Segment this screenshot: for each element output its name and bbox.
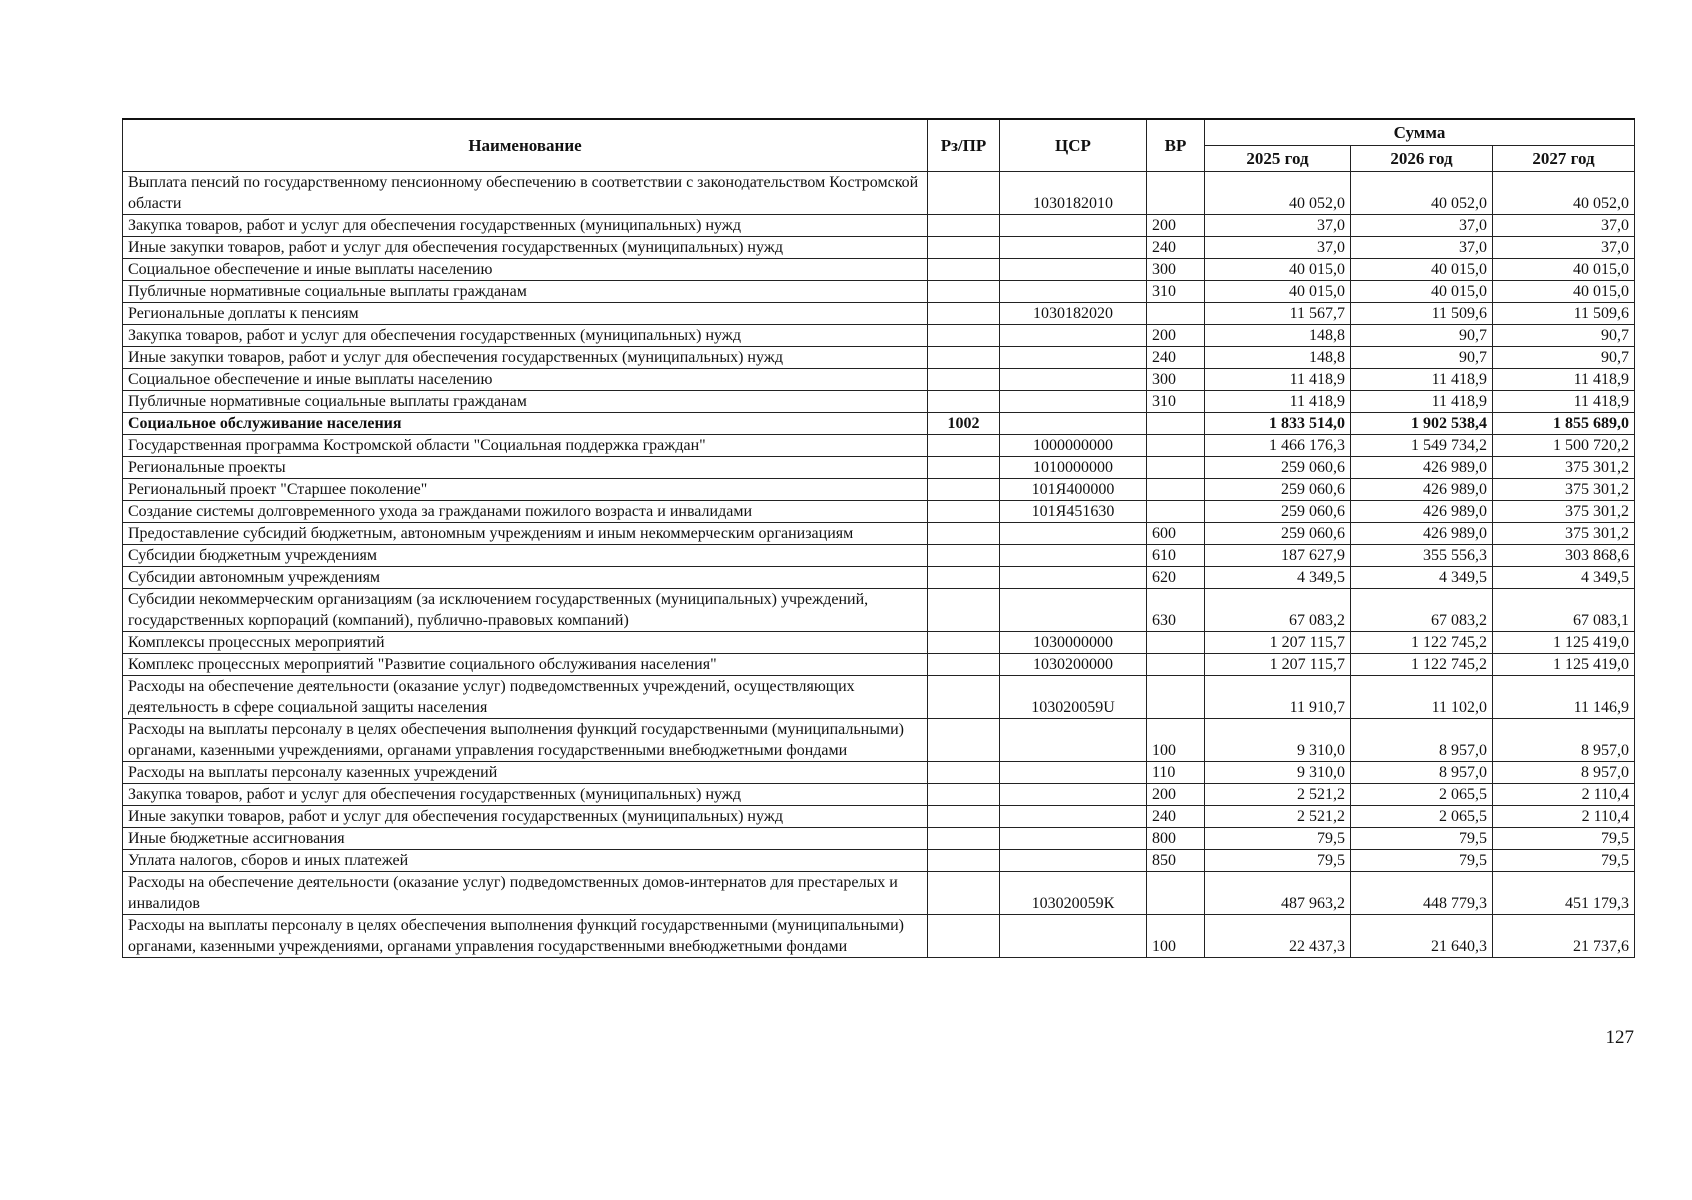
cell-csr: [1000, 325, 1147, 347]
cell-rz: [928, 676, 1000, 719]
table-row: [123, 828, 1635, 850]
table-row: [123, 915, 1635, 958]
cell-rz: [928, 762, 1000, 784]
cell-2027: 1 855 689,0: [1493, 413, 1635, 435]
header-vr: ВР: [1147, 119, 1205, 172]
header-year-2027: 2027 год: [1493, 146, 1635, 172]
cell-rz: [928, 915, 1000, 958]
cell-2026: 21 640,3: [1351, 915, 1493, 958]
cell-name: Региональные проекты: [123, 457, 928, 479]
cell-2025: 187 627,9: [1205, 545, 1351, 567]
cell-rz: [928, 589, 1000, 632]
cell-vr: [1147, 632, 1205, 654]
cell-2026: 1 902 538,4: [1351, 413, 1493, 435]
cell-rz: [928, 632, 1000, 654]
cell-2026: 2 065,5: [1351, 784, 1493, 806]
cell-rz: [928, 828, 1000, 850]
cell-name: Социальное обслуживание населения: [123, 413, 928, 435]
table-row: [123, 172, 1635, 215]
cell-name: Региональный проект "Старшее поколение": [123, 479, 928, 501]
cell-csr: [1000, 369, 1147, 391]
cell-2025: 259 060,6: [1205, 457, 1351, 479]
cell-csr: [1000, 589, 1147, 632]
cell-2026: 1 122 745,2: [1351, 632, 1493, 654]
cell-vr: 300: [1147, 259, 1205, 281]
cell-2026: 67 083,2: [1351, 589, 1493, 632]
cell-2025: 11 567,7: [1205, 303, 1351, 325]
cell-csr: [1000, 806, 1147, 828]
cell-rz: [928, 501, 1000, 523]
cell-2025: 11 418,9: [1205, 369, 1351, 391]
cell-2027: 11 146,9: [1493, 676, 1635, 719]
cell-csr: 101Я451630: [1000, 501, 1147, 523]
cell-2025: 1 466 176,3: [1205, 435, 1351, 457]
cell-rz: 1002: [928, 413, 1000, 435]
header-year-2025: 2025 год: [1205, 146, 1351, 172]
cell-name: Комплексы процессных мероприятий: [123, 632, 928, 654]
cell-2027: 1 500 720,2: [1493, 435, 1635, 457]
budget-table: [122, 118, 1635, 958]
cell-vr: 310: [1147, 391, 1205, 413]
cell-2025: 2 521,2: [1205, 806, 1351, 828]
cell-2027: 11 418,9: [1493, 369, 1635, 391]
cell-2025: 259 060,6: [1205, 479, 1351, 501]
cell-csr: [1000, 523, 1147, 545]
table-header: [123, 119, 1635, 172]
cell-2025: 11 418,9: [1205, 391, 1351, 413]
cell-2025: 148,8: [1205, 347, 1351, 369]
table-row: [123, 654, 1635, 676]
cell-vr: [1147, 413, 1205, 435]
cell-rz: [928, 215, 1000, 237]
cell-name: Иные закупки товаров, работ и услуг для обеспечения государственных (муниципальных) нужд: [123, 237, 928, 259]
cell-csr: [1000, 719, 1147, 762]
cell-2027: 375 301,2: [1493, 523, 1635, 545]
cell-2027: 8 957,0: [1493, 762, 1635, 784]
cell-name: Социальное обеспечение и иные выплаты населению: [123, 369, 928, 391]
cell-2026: 40 015,0: [1351, 281, 1493, 303]
table-row: [123, 567, 1635, 589]
cell-vr: 240: [1147, 347, 1205, 369]
table-row: [123, 215, 1635, 237]
cell-name: Расходы на обеспечение деятельности (оказание услуг) подведомственных домов-интернатов для престарелых и инвалидов: [123, 872, 928, 915]
page-number: 127: [1605, 1027, 1634, 1048]
cell-2025: 1 833 514,0: [1205, 413, 1351, 435]
cell-csr: 1030200000: [1000, 654, 1147, 676]
cell-2026: 8 957,0: [1351, 719, 1493, 762]
cell-2027: 11 418,9: [1493, 391, 1635, 413]
cell-rz: [928, 435, 1000, 457]
cell-csr: [1000, 259, 1147, 281]
cell-2026: 8 957,0: [1351, 762, 1493, 784]
table-row: [123, 391, 1635, 413]
cell-name: Уплата налогов, сборов и иных платежей: [123, 850, 928, 872]
cell-vr: [1147, 676, 1205, 719]
cell-2027: 90,7: [1493, 325, 1635, 347]
cell-rz: [928, 347, 1000, 369]
cell-vr: 200: [1147, 215, 1205, 237]
cell-vr: 850: [1147, 850, 1205, 872]
cell-name: Создание системы долговременного ухода за гражданами пожилого возраста и инвалидами: [123, 501, 928, 523]
cell-csr: 1030182010: [1000, 172, 1147, 215]
cell-vr: 110: [1147, 762, 1205, 784]
cell-rz: [928, 259, 1000, 281]
cell-rz: [928, 325, 1000, 347]
cell-2025: 2 521,2: [1205, 784, 1351, 806]
cell-2027: 79,5: [1493, 850, 1635, 872]
cell-rz: [928, 654, 1000, 676]
cell-csr: [1000, 567, 1147, 589]
header-year-2026: 2026 год: [1351, 146, 1493, 172]
cell-name: Иные закупки товаров, работ и услуг для обеспечения государственных (муниципальных) нужд: [123, 347, 928, 369]
cell-2027: 37,0: [1493, 215, 1635, 237]
table-row: [123, 413, 1635, 435]
cell-name: Расходы на выплаты персоналу казенных учреждений: [123, 762, 928, 784]
cell-2027: 1 125 419,0: [1493, 654, 1635, 676]
cell-csr: [1000, 850, 1147, 872]
cell-2026: 79,5: [1351, 850, 1493, 872]
table-row: [123, 325, 1635, 347]
cell-2025: 148,8: [1205, 325, 1351, 347]
cell-name: Региональные доплаты к пенсиям: [123, 303, 928, 325]
cell-vr: 100: [1147, 915, 1205, 958]
cell-name: Иные бюджетные ассигнования: [123, 828, 928, 850]
cell-2026: 90,7: [1351, 347, 1493, 369]
table-row: [123, 501, 1635, 523]
cell-name: Субсидии некоммерческим организациям (за исключением государственных (муниципальных) учреждений, государственных корпораций (компаний), публично-правовых компаний): [123, 589, 928, 632]
cell-rz: [928, 391, 1000, 413]
cell-2025: 9 310,0: [1205, 762, 1351, 784]
cell-csr: 1010000000: [1000, 457, 1147, 479]
cell-2026: 40 015,0: [1351, 259, 1493, 281]
cell-2026: 11 418,9: [1351, 369, 1493, 391]
cell-name: Комплекс процессных мероприятий "Развитие социального обслуживания населения": [123, 654, 928, 676]
cell-vr: [1147, 457, 1205, 479]
cell-2025: 79,5: [1205, 828, 1351, 850]
cell-rz: [928, 369, 1000, 391]
cell-name: Расходы на выплаты персоналу в целях обеспечения выполнения функций государственными (муниципальными) органами, казенными учреждениями, органами управления государственными внебюджетными фондами: [123, 915, 928, 958]
cell-2026: 90,7: [1351, 325, 1493, 347]
cell-csr: [1000, 281, 1147, 303]
cell-2025: 487 963,2: [1205, 872, 1351, 915]
cell-2026: 79,5: [1351, 828, 1493, 850]
cell-2026: 37,0: [1351, 237, 1493, 259]
cell-vr: 300: [1147, 369, 1205, 391]
cell-2025: 9 310,0: [1205, 719, 1351, 762]
table-row: [123, 347, 1635, 369]
cell-2027: 375 301,2: [1493, 501, 1635, 523]
cell-2027: 8 957,0: [1493, 719, 1635, 762]
cell-rz: [928, 172, 1000, 215]
cell-name: Закупка товаров, работ и услуг для обеспечения государственных (муниципальных) нужд: [123, 325, 928, 347]
cell-2027: 40 052,0: [1493, 172, 1635, 215]
table-row: [123, 303, 1635, 325]
cell-2026: 426 989,0: [1351, 501, 1493, 523]
cell-2025: 79,5: [1205, 850, 1351, 872]
cell-2027: 375 301,2: [1493, 479, 1635, 501]
cell-vr: [1147, 654, 1205, 676]
cell-rz: [928, 545, 1000, 567]
table-row: [123, 435, 1635, 457]
table-row: [123, 523, 1635, 545]
cell-vr: [1147, 872, 1205, 915]
cell-2027: 90,7: [1493, 347, 1635, 369]
cell-csr: [1000, 391, 1147, 413]
table-row: [123, 784, 1635, 806]
cell-name: Социальное обеспечение и иные выплаты населению: [123, 259, 928, 281]
table-row: [123, 806, 1635, 828]
cell-rz: [928, 523, 1000, 545]
header-rz: Рз/ПР: [928, 119, 1000, 172]
cell-2025: 4 349,5: [1205, 567, 1351, 589]
cell-csr: 1000000000: [1000, 435, 1147, 457]
table-row: [123, 589, 1635, 632]
cell-2025: 22 437,3: [1205, 915, 1351, 958]
cell-csr: 101Я400000: [1000, 479, 1147, 501]
cell-vr: 800: [1147, 828, 1205, 850]
table-row: [123, 281, 1635, 303]
table-body: [123, 172, 1635, 958]
cell-2027: 11 509,6: [1493, 303, 1635, 325]
cell-2027: 2 110,4: [1493, 806, 1635, 828]
cell-rz: [928, 303, 1000, 325]
table-row: [123, 545, 1635, 567]
cell-csr: [1000, 347, 1147, 369]
cell-2025: 1 207 115,7: [1205, 654, 1351, 676]
header-csr: ЦСР: [1000, 119, 1147, 172]
cell-2027: 37,0: [1493, 237, 1635, 259]
cell-vr: [1147, 501, 1205, 523]
cell-2026: 1 549 734,2: [1351, 435, 1493, 457]
table-row: [123, 676, 1635, 719]
cell-2026: 37,0: [1351, 215, 1493, 237]
cell-csr: [1000, 915, 1147, 958]
table-row: [123, 479, 1635, 501]
cell-csr: [1000, 237, 1147, 259]
cell-vr: 310: [1147, 281, 1205, 303]
cell-csr: [1000, 215, 1147, 237]
cell-name: Публичные нормативные социальные выплаты гражданам: [123, 281, 928, 303]
cell-2026: 1 122 745,2: [1351, 654, 1493, 676]
header-name: Наименование: [123, 119, 928, 172]
cell-2026: 355 556,3: [1351, 545, 1493, 567]
cell-name: Субсидии бюджетным учреждениям: [123, 545, 928, 567]
cell-vr: [1147, 435, 1205, 457]
cell-2026: 11 102,0: [1351, 676, 1493, 719]
cell-2025: 1 207 115,7: [1205, 632, 1351, 654]
cell-vr: [1147, 172, 1205, 215]
cell-vr: [1147, 303, 1205, 325]
cell-2025: 67 083,2: [1205, 589, 1351, 632]
cell-2027: 1 125 419,0: [1493, 632, 1635, 654]
cell-2026: 4 349,5: [1351, 567, 1493, 589]
cell-name: Расходы на обеспечение деятельности (оказание услуг) подведомственных учреждений, осуществляющих деятельность в сфере социальной защиты населения: [123, 676, 928, 719]
cell-2027: 79,5: [1493, 828, 1635, 850]
cell-vr: [1147, 479, 1205, 501]
cell-2026: 426 989,0: [1351, 479, 1493, 501]
cell-2027: 21 737,6: [1493, 915, 1635, 958]
cell-2025: 259 060,6: [1205, 523, 1351, 545]
cell-2025: 40 052,0: [1205, 172, 1351, 215]
cell-name: Иные закупки товаров, работ и услуг для обеспечения государственных (муниципальных) нужд: [123, 806, 928, 828]
cell-csr: 1030000000: [1000, 632, 1147, 654]
cell-name: Расходы на выплаты персоналу в целях обеспечения выполнения функций государственными (муниципальными) органами, казенными учреждениями, органами управления государственными внебюджетными фондами: [123, 719, 928, 762]
cell-csr: 1030182020: [1000, 303, 1147, 325]
cell-2027: 375 301,2: [1493, 457, 1635, 479]
cell-2025: 40 015,0: [1205, 259, 1351, 281]
cell-vr: 620: [1147, 567, 1205, 589]
table-row: [123, 762, 1635, 784]
table-row: [123, 872, 1635, 915]
cell-rz: [928, 850, 1000, 872]
cell-2027: 4 349,5: [1493, 567, 1635, 589]
header-sum: Сумма: [1205, 119, 1635, 146]
cell-2027: 40 015,0: [1493, 281, 1635, 303]
cell-2025: 37,0: [1205, 215, 1351, 237]
cell-vr: 200: [1147, 784, 1205, 806]
cell-vr: 630: [1147, 589, 1205, 632]
cell-2026: 2 065,5: [1351, 806, 1493, 828]
cell-vr: 240: [1147, 237, 1205, 259]
cell-name: Государственная программа Костромской области "Социальная поддержка граждан": [123, 435, 928, 457]
cell-rz: [928, 784, 1000, 806]
cell-2025: 11 910,7: [1205, 676, 1351, 719]
table-row: [123, 259, 1635, 281]
cell-vr: 100: [1147, 719, 1205, 762]
cell-2027: 303 868,6: [1493, 545, 1635, 567]
cell-name: Предоставление субсидий бюджетным, автономным учреждениям и иным некоммерческим организациям: [123, 523, 928, 545]
cell-rz: [928, 806, 1000, 828]
cell-csr: 103020059U: [1000, 676, 1147, 719]
cell-csr: 103020059К: [1000, 872, 1147, 915]
cell-2026: 11 509,6: [1351, 303, 1493, 325]
cell-rz: [928, 281, 1000, 303]
cell-rz: [928, 479, 1000, 501]
cell-rz: [928, 237, 1000, 259]
cell-2027: 67 083,1: [1493, 589, 1635, 632]
table-row: [123, 369, 1635, 391]
cell-csr: [1000, 762, 1147, 784]
cell-csr: [1000, 828, 1147, 850]
table-row: [123, 632, 1635, 654]
cell-2027: 40 015,0: [1493, 259, 1635, 281]
cell-2027: 2 110,4: [1493, 784, 1635, 806]
cell-2027: 451 179,3: [1493, 872, 1635, 915]
cell-rz: [928, 567, 1000, 589]
cell-2026: 448 779,3: [1351, 872, 1493, 915]
cell-name: Закупка товаров, работ и услуг для обеспечения государственных (муниципальных) нужд: [123, 215, 928, 237]
table-row: [123, 457, 1635, 479]
cell-name: Субсидии автономным учреждениям: [123, 567, 928, 589]
cell-2025: 259 060,6: [1205, 501, 1351, 523]
cell-2026: 426 989,0: [1351, 523, 1493, 545]
table-row: [123, 237, 1635, 259]
cell-name: Публичные нормативные социальные выплаты гражданам: [123, 391, 928, 413]
cell-2025: 40 015,0: [1205, 281, 1351, 303]
cell-2026: 11 418,9: [1351, 391, 1493, 413]
cell-csr: [1000, 413, 1147, 435]
cell-name: Закупка товаров, работ и услуг для обеспечения государственных (муниципальных) нужд: [123, 784, 928, 806]
table-row: [123, 850, 1635, 872]
cell-rz: [928, 719, 1000, 762]
cell-csr: [1000, 784, 1147, 806]
cell-vr: 240: [1147, 806, 1205, 828]
cell-rz: [928, 872, 1000, 915]
table-row: [123, 719, 1635, 762]
cell-vr: 600: [1147, 523, 1205, 545]
cell-rz: [928, 457, 1000, 479]
cell-2026: 40 052,0: [1351, 172, 1493, 215]
cell-2025: 37,0: [1205, 237, 1351, 259]
cell-name: Выплата пенсий по государственному пенсионному обеспечению в соответствии с законодательством Костромской области: [123, 172, 928, 215]
cell-csr: [1000, 545, 1147, 567]
cell-vr: 200: [1147, 325, 1205, 347]
cell-vr: 610: [1147, 545, 1205, 567]
cell-2026: 426 989,0: [1351, 457, 1493, 479]
